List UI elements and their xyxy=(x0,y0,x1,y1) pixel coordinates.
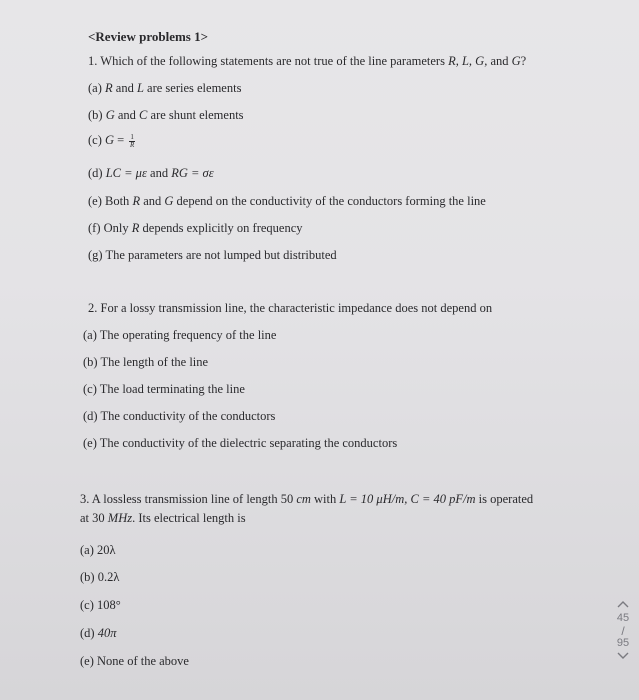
question-3-option-e: (e) None of the above xyxy=(80,654,189,668)
chevron-up-icon[interactable] xyxy=(611,598,635,612)
question-3-stem-line-2: at 30 MHz. Its electrical length is xyxy=(80,511,246,525)
question-2-option-c: (c) The load terminating the line xyxy=(83,382,245,396)
question-1-option-g: (g) The parameters are not lumped but distributed xyxy=(88,248,337,262)
question-1-option-a: (a) R and L are series elements xyxy=(88,81,242,95)
question-3-option-a: (a) 20λ xyxy=(80,543,116,557)
question-2-option-b: (b) The length of the line xyxy=(83,355,209,369)
question-3-stem-line-1: 3. A lossless transmission line of length 50 cm with L = 10 μH/m, C = 40 pF/m is operated xyxy=(80,492,534,506)
question-3-option-d: (d) 40π xyxy=(80,626,117,640)
question-1-option-f: (f) Only R depends explicitly on frequency xyxy=(88,221,303,235)
fraction-one-over-r: $\frac{1}{R}$ xyxy=(129,132,135,149)
page-title: <Review problems 1> xyxy=(88,29,209,44)
question-1-option-b: (b) G and C are shunt elements xyxy=(88,108,244,122)
question-2-option-e: (e) The conductivity of the dielectric separating the conductors xyxy=(83,436,398,450)
question-2-option-d: (d) The conductivity of the conductors xyxy=(83,409,276,423)
total-page-count: 95 xyxy=(616,637,630,649)
question-2-option-a: (a) The operating frequency of the line xyxy=(83,328,277,342)
question-1-option-c: (c) G = $\frac{1}{R}$ xyxy=(88,132,135,149)
question-3-option-c: (c) 108° xyxy=(80,598,121,612)
question-2-stem: 2. For a lossy transmission line, the characteristic impedance does not depend on xyxy=(88,301,493,315)
question-1-stem: 1. Which of the following statements are not true of the line parameters R, L, G, and G? xyxy=(88,54,527,68)
page-separator: / xyxy=(621,624,625,638)
current-page-number: 45 xyxy=(616,612,630,624)
question-3-option-b: (b) 0.2λ xyxy=(80,570,120,584)
chevron-down-icon[interactable] xyxy=(611,650,635,664)
question-1-option-d: (d) LC = με and RG = σε xyxy=(88,166,214,180)
question-1-option-e: (e) Both R and G depend on the conductivity of the conductors forming the line xyxy=(88,194,486,208)
page-counter xyxy=(611,598,635,664)
